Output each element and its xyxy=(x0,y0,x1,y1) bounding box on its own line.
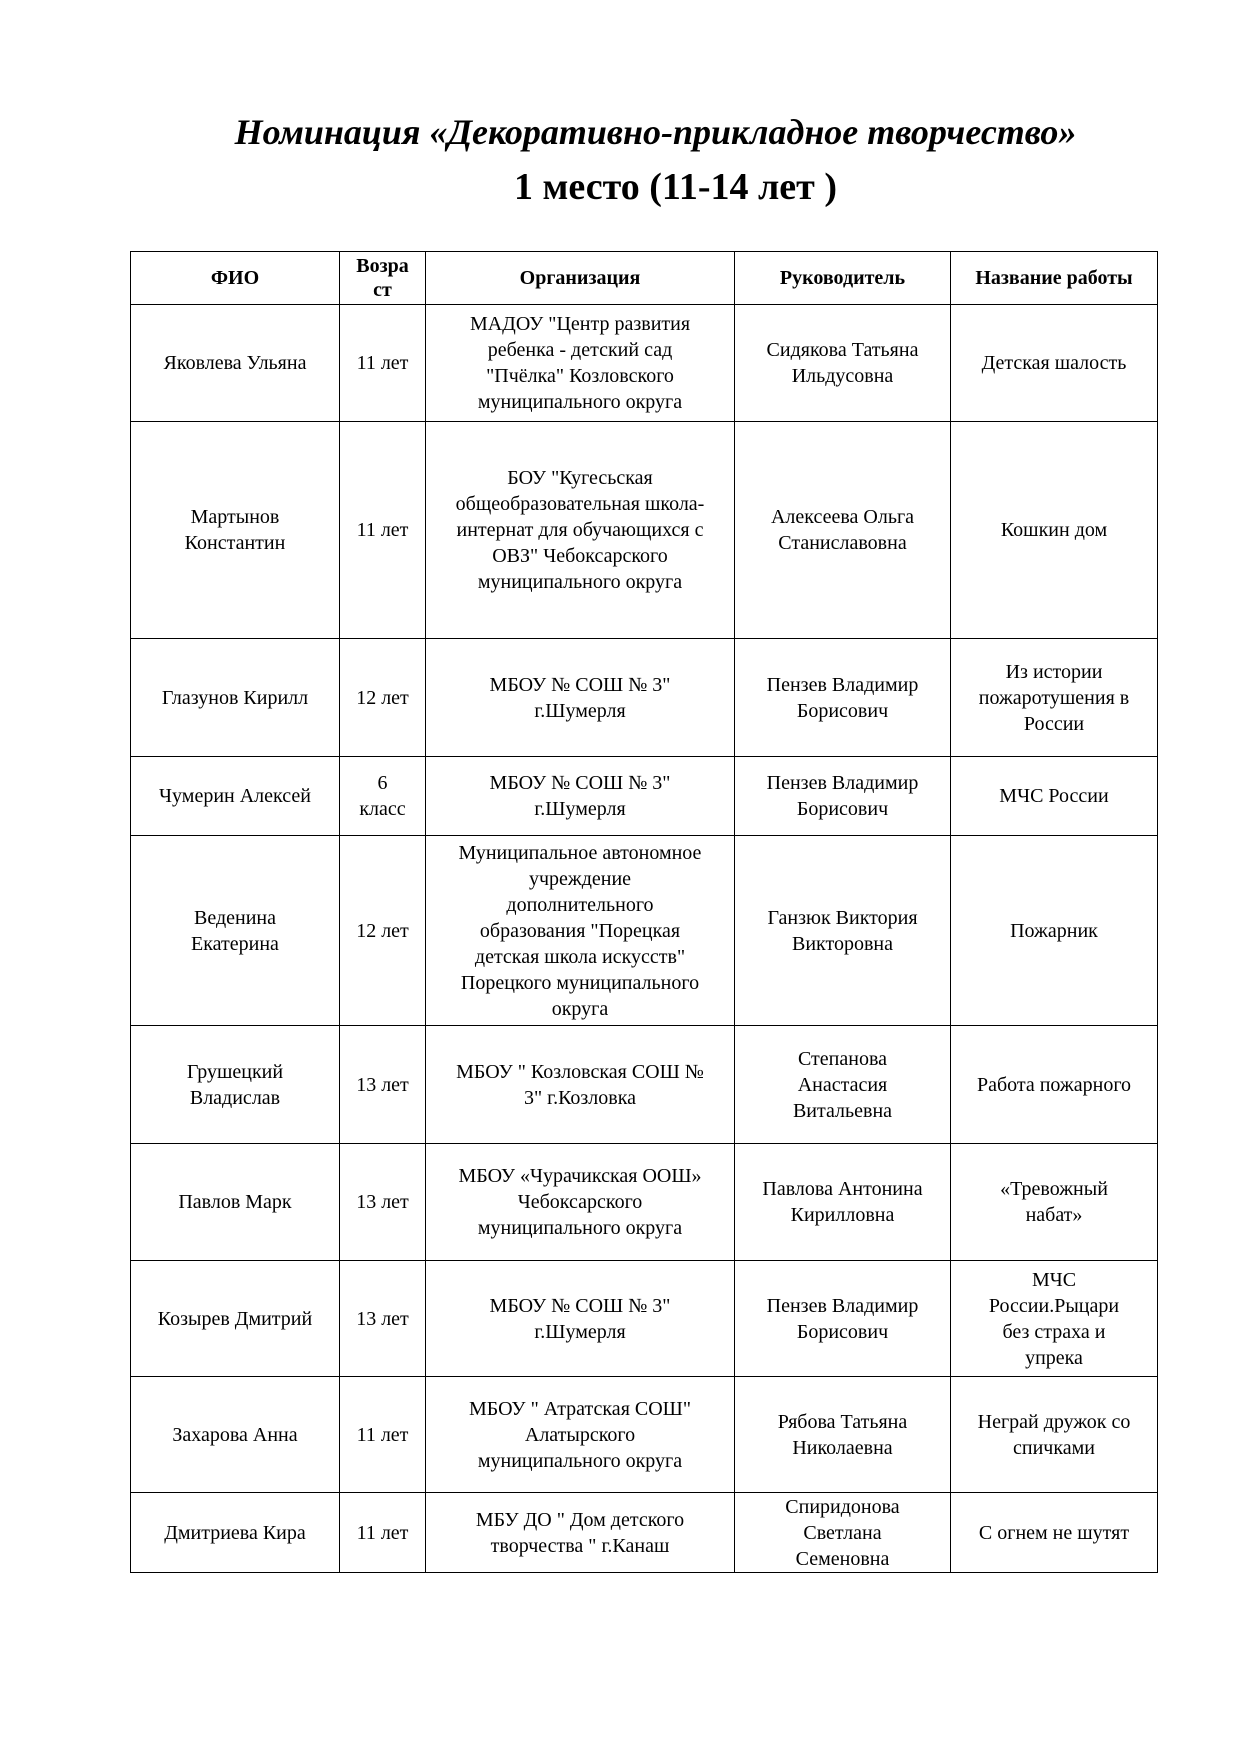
cell-work-title: МЧС России.Рыцари без страха и упрека xyxy=(951,1261,1158,1377)
document-title xyxy=(0,114,1241,206)
header-age: Возра ст xyxy=(340,252,426,305)
cell-supervisor: Рябова Татьяна Николаевна xyxy=(735,1377,951,1493)
cell-fio: Чумерин Алексей xyxy=(131,757,340,836)
cell-fio: Козырев Дмитрий xyxy=(131,1261,340,1377)
cell-age: 11 лет xyxy=(340,1493,426,1573)
cell-supervisor: Спиридонова Светлана Семеновна xyxy=(735,1493,951,1573)
cell-age: 12 лет xyxy=(340,836,426,1026)
cell-organization: МБОУ № СОШ № 3" г.Шумерля xyxy=(426,1261,735,1377)
cell-work-title: МЧС России xyxy=(951,757,1158,836)
cell-organization: МБОУ " Козловская СОШ № 3" г.Козловка xyxy=(426,1026,735,1144)
cell-supervisor: Пензев Владимир Борисович xyxy=(735,757,951,836)
table-row xyxy=(131,1026,1158,1144)
table-row xyxy=(131,305,1158,422)
header-supervisor: Руководитель xyxy=(735,252,951,305)
table-row xyxy=(131,1493,1158,1573)
cell-supervisor: Степанова Анастасия Витальевна xyxy=(735,1026,951,1144)
cell-organization: МБОУ № СОШ № 3" г.Шумерля xyxy=(426,639,735,757)
table-row xyxy=(131,1377,1158,1493)
table-row xyxy=(131,422,1158,639)
cell-organization: БОУ "Кугесьская общеобразовательная школа- интернат для обучающихся с ОВЗ" Чебоксарского муниципального округа xyxy=(426,422,735,639)
cell-age: 13 лет xyxy=(340,1026,426,1144)
cell-fio: Глазунов Кирилл xyxy=(131,639,340,757)
cell-work-title: Неграй дружок со спичками xyxy=(951,1377,1158,1493)
cell-organization: МБОУ № СОШ № 3" г.Шумерля xyxy=(426,757,735,836)
cell-fio: Захарова Анна xyxy=(131,1377,340,1493)
cell-fio: Мартынов Константин xyxy=(131,422,340,639)
cell-age: 12 лет xyxy=(340,639,426,757)
table-row xyxy=(131,1144,1158,1261)
cell-organization: Муниципальное автономное учреждение дополнительного образования "Порецкая детская школа искусств" Порецкого муниципального округа xyxy=(426,836,735,1026)
header-organization: Организация xyxy=(426,252,735,305)
cell-age: 11 лет xyxy=(340,422,426,639)
cell-supervisor: Павлова Антонина Кирилловна xyxy=(735,1144,951,1261)
cell-work-title: Работа пожарного xyxy=(951,1026,1158,1144)
cell-supervisor: Алексеева Ольга Станиславовна xyxy=(735,422,951,639)
table-row xyxy=(131,757,1158,836)
cell-work-title: Пожарник xyxy=(951,836,1158,1026)
table-row xyxy=(131,1261,1158,1377)
place-subtitle: 1 место (11-14 лет ) xyxy=(514,166,837,208)
cell-age: 13 лет xyxy=(340,1144,426,1261)
cell-supervisor: Пензев Владимир Борисович xyxy=(735,1261,951,1377)
cell-organization: МБОУ " Атратская СОШ" Алатырского муниципального округа xyxy=(426,1377,735,1493)
cell-work-title: Детская шалость xyxy=(951,305,1158,422)
cell-work-title: Из истории пожаротушения в России xyxy=(951,639,1158,757)
cell-organization: МАДОУ "Центр развития ребенка - детский сад "Пчёлка" Козловского муниципального округа xyxy=(426,305,735,422)
cell-age: 6 класс xyxy=(340,757,426,836)
cell-supervisor: Пензев Владимир Борисович xyxy=(735,639,951,757)
cell-supervisor: Сидякова Татьяна Ильдусовна xyxy=(735,305,951,422)
cell-fio: Павлов Марк xyxy=(131,1144,340,1261)
results-table xyxy=(130,251,1158,1573)
cell-fio: Грушецкий Владислав xyxy=(131,1026,340,1144)
header-fio: ФИО xyxy=(131,252,340,305)
cell-age: 11 лет xyxy=(340,305,426,422)
cell-age: 11 лет xyxy=(340,1377,426,1493)
nomination-title: Номинация «Декоративно-прикладное творчество» xyxy=(234,112,1077,152)
header-work-title: Название работы xyxy=(951,252,1158,305)
table-row xyxy=(131,836,1158,1026)
cell-work-title: С огнем не шутят xyxy=(951,1493,1158,1573)
cell-organization: МБОУ «Чурачикская ООШ» Чебоксарского муниципального округа xyxy=(426,1144,735,1261)
cell-fio: Дмитриева Кира xyxy=(131,1493,340,1573)
cell-organization: МБУ ДО " Дом детского творчества " г.Канаш xyxy=(426,1493,735,1573)
cell-supervisor: Ганзюк Виктория Викторовна xyxy=(735,836,951,1026)
table-row xyxy=(131,639,1158,757)
cell-work-title: «Тревожный набат» xyxy=(951,1144,1158,1261)
cell-age: 13 лет xyxy=(340,1261,426,1377)
cell-fio: Веденина Екатерина xyxy=(131,836,340,1026)
table-header-row xyxy=(131,252,1158,305)
cell-work-title: Кошкин дом xyxy=(951,422,1158,639)
cell-fio: Яковлева Ульяна xyxy=(131,305,340,422)
